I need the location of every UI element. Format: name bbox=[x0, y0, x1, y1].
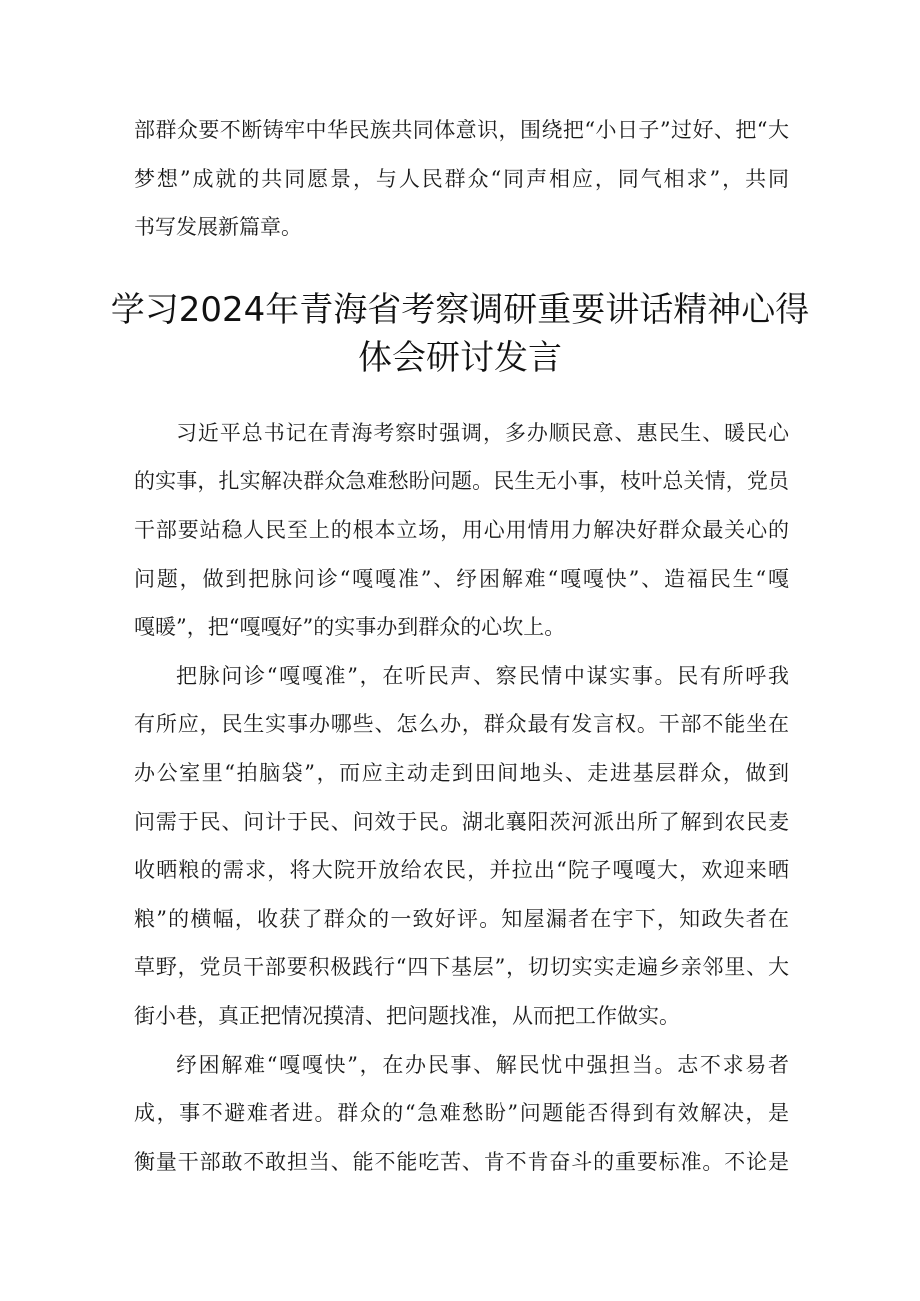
title-line: 体会研讨发言 bbox=[358, 338, 562, 378]
text-line: 习近平总书记在青海考察时强调，多办顺民意、惠民生、暖民心 bbox=[176, 421, 789, 445]
text-line: 书写发展新篇章。 bbox=[134, 215, 302, 239]
text-line: 的实事，扎实解决群众急难愁盼问题。民生无小事，枝叶总关情，党员 bbox=[134, 469, 789, 493]
text-line: 成，事不避难者进。群众的“急难愁盼”问题能否得到有效解决，是 bbox=[134, 1101, 789, 1125]
text-line: 街小巷，真正把情况摸清、把问题找准，从而把工作做实。 bbox=[134, 1004, 680, 1028]
text-line: 办公室里“拍脑袋”，而应主动走到田间地头、走进基层群众，做到 bbox=[134, 761, 789, 785]
text-line: 收晒粮的需求，将大院开放给农民，并拉出“院子嘎嘎大，欢迎来晒 bbox=[134, 858, 789, 882]
text-line: 问需于民、问计于民、问效于民。湖北襄阳茨河派出所了解到农民麦 bbox=[134, 810, 789, 834]
text-line: 梦想”成就的共同愿景，与人民群众“同声相应，同气相求”，共同 bbox=[134, 167, 789, 191]
text-line: 草野，党员干部要积极践行“四下基层”，切切实实走遍乡亲邻里、大 bbox=[134, 955, 789, 979]
text-line: 干部要站稳人民至上的根本立场，用心用情用力解决好群众最关心的 bbox=[134, 518, 789, 542]
title-line: 学习2024年青海省考察调研重要讲话精神心得 bbox=[110, 290, 810, 330]
text-line: 粮”的横幅，收获了群众的一致好评。知屋漏者在宇下，知政失者在 bbox=[134, 907, 789, 931]
text-line: 纾困解难“嘎嘎快”，在办民事、解民忧中强担当。志不求易者 bbox=[176, 1053, 789, 1077]
text-line: 嘎暖”，把“嘎嘎好”的实事办到群众的心坎上。 bbox=[134, 615, 566, 639]
text-line: 问题，做到把脉问诊“嘎嘎准”、纾困解难“嘎嘎快”、造福民生“嘎 bbox=[134, 567, 789, 591]
text-line: 有所应，民生实事办哪些、怎么办，群众最有发言权。干部不能坐在 bbox=[134, 712, 789, 736]
text-line: 衡量干部敢不敢担当、能不能吃苦、肯不肯奋斗的重要标准。不论是 bbox=[134, 1150, 789, 1174]
text-line: 部群众要不断铸牢中华民族共同体意识，围绕把“小日子”过好、把“大 bbox=[134, 118, 789, 142]
text-line: 把脉问诊“嘎嘎准”，在听民声、察民情中谋实事。民有所呼我 bbox=[176, 664, 789, 688]
